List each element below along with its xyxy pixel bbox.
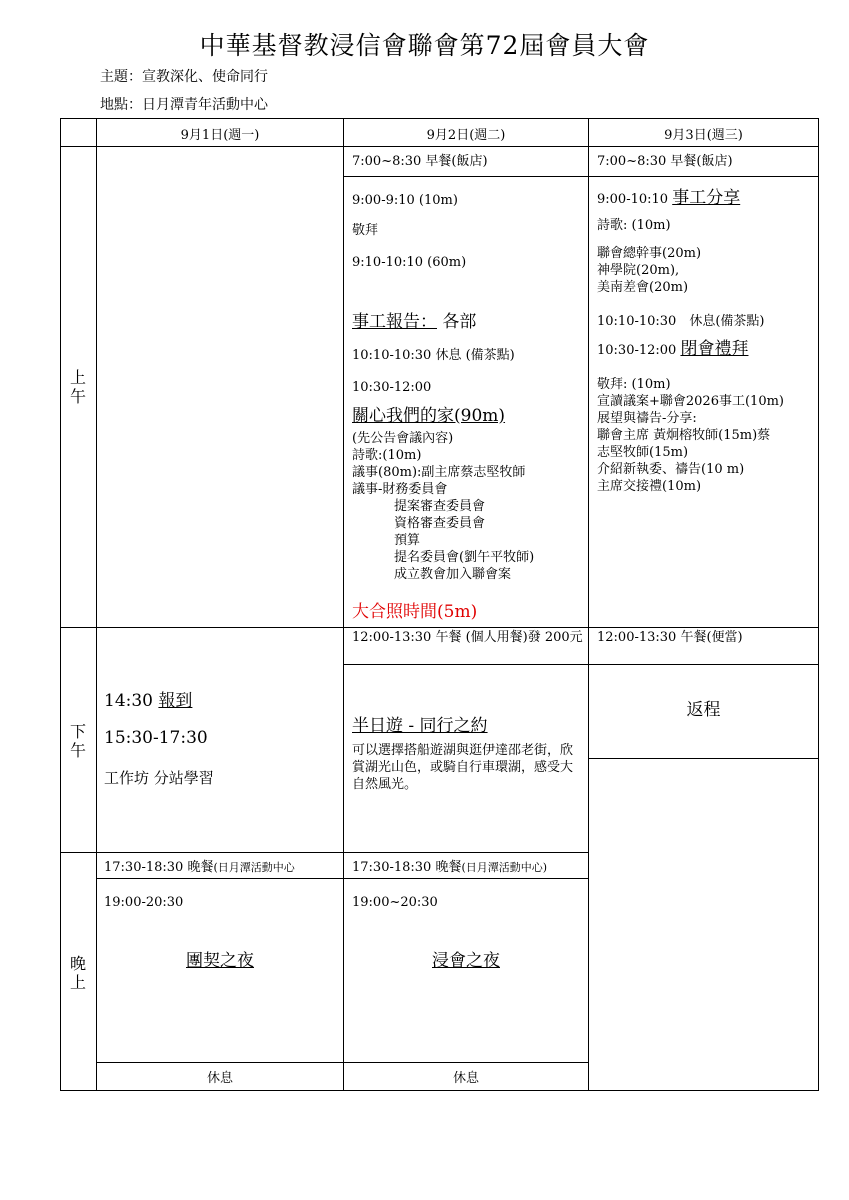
theme-line: 主題：宣教深化、使命同行 [100,69,268,85]
day3-m1: 9:00-10:10 事工分享 [597,188,741,208]
day2-care-title: 關心我們的家(90m) [352,406,506,426]
day3-breakfast: 7:00~8:30 早餐(飯店) [597,154,733,169]
day3-header: 9月3日(週三) [664,128,743,143]
list-item: 聯會主席 黃炯榕牧師(15m)蔡 [597,428,771,443]
day2-m1-label: 敬拜 [352,223,379,238]
day1-workshop-label: 工作坊 分站學習 [104,769,214,787]
list-item: 提名委員會(劉午平牧師) [394,550,535,565]
list-item: 議事(80m):副主席蔡志堅牧師 [352,465,526,480]
day2-lunch: 12:00-13:30 午餐 (個人用餐)發 200元 [352,630,583,645]
day2-rest: 休息 [452,1071,479,1086]
day3-return: 返程 [686,700,721,720]
day3-close-items [597,376,784,495]
day2-header: 9月2日(週二) [426,128,506,143]
day2-night-time: 19:00~20:30 [352,895,438,910]
list-item: 聯會總幹事(20m) [597,246,702,261]
day1-header: 9月1日(週一) [180,128,260,143]
list-item: (先公告會議內容) [352,431,454,446]
list-item: 美南差會(20m) [597,280,689,295]
day2-care-items [352,430,534,583]
list-item: 詩歌:(10m) [352,448,422,463]
day1-workshop-time: 15:30-17:30 [104,728,208,748]
day2-report: 事工報告： 各部 [352,312,477,332]
list-item: 主席交接禮(10m) [597,479,702,494]
day2-m1-time: 9:00-9:10 (10m) [352,193,458,208]
list-item: 預算 [394,533,421,548]
day2-trip-desc: 可以選擇搭船遊湖與逛伊達邵老街，欣賞湖光山色，或騎自行車環湖，感受大自然風光。 [352,743,574,792]
day2-trip-title: 半日遊 - 同行之約 [352,716,488,736]
day3-share-items [597,245,701,296]
day3-hymn: 詩歌: (10m) [597,218,671,233]
day1-dinner: 17:30-18:30 晚餐(日月潭活動中心 [104,860,295,875]
period-morning: 上 午 [69,368,86,406]
list-item: 資格審查委員會 [394,516,486,531]
day2-breakfast: 7:00~8:30 早餐(飯店) [352,154,488,169]
day3-lunch: 12:00-13:30 午餐(便當) [597,630,743,645]
period-afternoon: 下 午 [69,722,86,760]
day1-checkin: 14:30 報到 [104,691,193,711]
day1-night-title: 團契之夜 [186,951,254,971]
list-item: 展望與禱告-分享: [597,411,697,426]
period-evening: 晚 上 [69,954,86,992]
list-item: 介紹新執委、禱告(10 m) [597,462,745,477]
day1-night-time: 19:00-20:30 [104,895,184,910]
list-item: 敬拜: (10m) [597,377,671,392]
list-item: 神學院(20m), [597,263,680,278]
day2-dinner: 17:30-18:30 晚餐(日月潭活動中心) [352,860,548,875]
list-item: 提案審查委員會 [394,499,486,514]
day2-m3-time: 10:30-12:00 [352,380,432,395]
list-item: 宣讀議案+聯會2026事工(10m) [597,394,784,409]
page-title: 中華基督教浸信會聯會第72屆會員大會 [199,31,650,60]
list-item: 議事-財務委員會 [352,482,448,497]
list-item: 志堅牧師(15m) [597,445,689,460]
day2-photo: 大合照時間(5m) [352,602,478,622]
day2-night-title: 浸會之夜 [432,951,500,971]
day3-break: 10:10-10:30 休息(備茶點) [597,314,765,329]
day3-m2: 10:30-12:00 閉會禮拜 [597,339,749,359]
day2-m2-time: 9:10-10:10 (60m) [352,255,467,270]
day1-rest: 休息 [206,1071,233,1086]
day2-break: 10:10-10:30 休息 (備茶點) [352,348,515,363]
list-item: 成立教會加入聯會案 [394,567,512,582]
location-line: 地點：日月潭青年活動中心 [100,97,268,113]
